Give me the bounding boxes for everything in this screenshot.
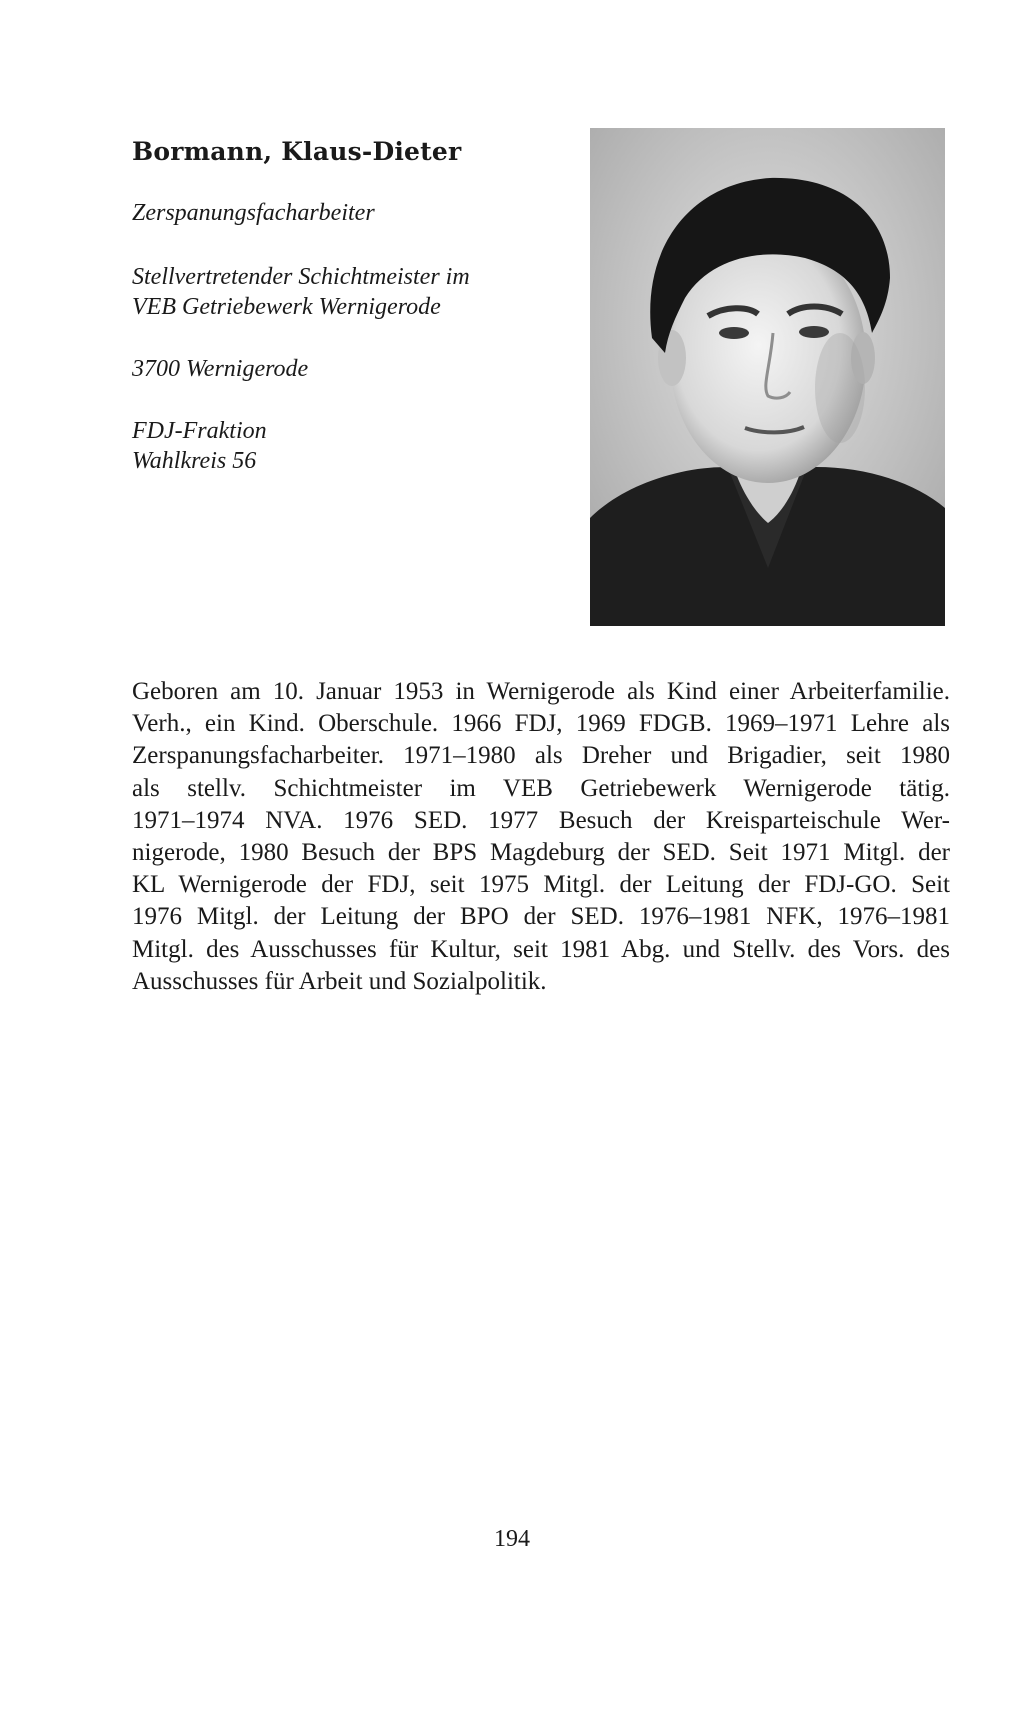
- occupation: Zerspanungsfacharbeiter: [132, 200, 375, 226]
- biography-line: nigerode, 1980 Besuch der BPS Magdeburg der SED. Seit 1971 Mitgl. der: [132, 839, 950, 867]
- biography-line: Zerspanungsfacharbeiter. 1971–1980 als Dreher und Brigadier, seit 1980: [132, 742, 950, 770]
- biography-line: als stellv. Schichtmeister im VEB Getriebewerk Wernigerode tätig.: [132, 774, 950, 802]
- location: 3700 Wernigerode: [132, 356, 309, 382]
- page-number: 194: [494, 1526, 530, 1552]
- biography-line: 1976 Mitgl. der Leitung der BPO der SED. 1976–1981 NFK, 1976–1981: [132, 903, 950, 931]
- biography-line: Geboren am 10. Januar 1953 in Wernigerode als Kind einer Arbeiterfamilie.: [132, 678, 950, 705]
- person-name: Bormann, Klaus-Dieter: [132, 137, 462, 166]
- biography-line: Ausschusses für Arbeit und Sozialpolitik.: [132, 967, 547, 995]
- position-block: [132, 262, 470, 322]
- biography-line: KL Wernigerode der FDJ, seit 1975 Mitgl. der Leitung der FDJ-GO. Seit: [132, 871, 950, 899]
- position-line: VEB Getriebewerk Wernigerode: [132, 294, 441, 320]
- position-line: Stellvertretender Schichtmeister im: [132, 264, 470, 290]
- biography-line: 1971–1974 NVA. 1976 SED. 1977 Besuch der Kreisparteischule Wer-: [132, 806, 950, 834]
- biography-line: Mitgl. des Ausschusses für Kultur, seit 1981 Abg. und Stellv. des Vors. des: [132, 935, 950, 963]
- faction: FDJ-Fraktion: [132, 418, 267, 444]
- biography-text: [132, 676, 950, 998]
- biography-line: Verh., ein Kind. Oberschule. 1966 FDJ, 1969 FDGB. 1969–1971 Lehre als: [132, 710, 950, 738]
- faction-block: [132, 416, 267, 476]
- constituency: Wahlkreis 56: [132, 448, 257, 474]
- portrait-photo: [590, 128, 945, 626]
